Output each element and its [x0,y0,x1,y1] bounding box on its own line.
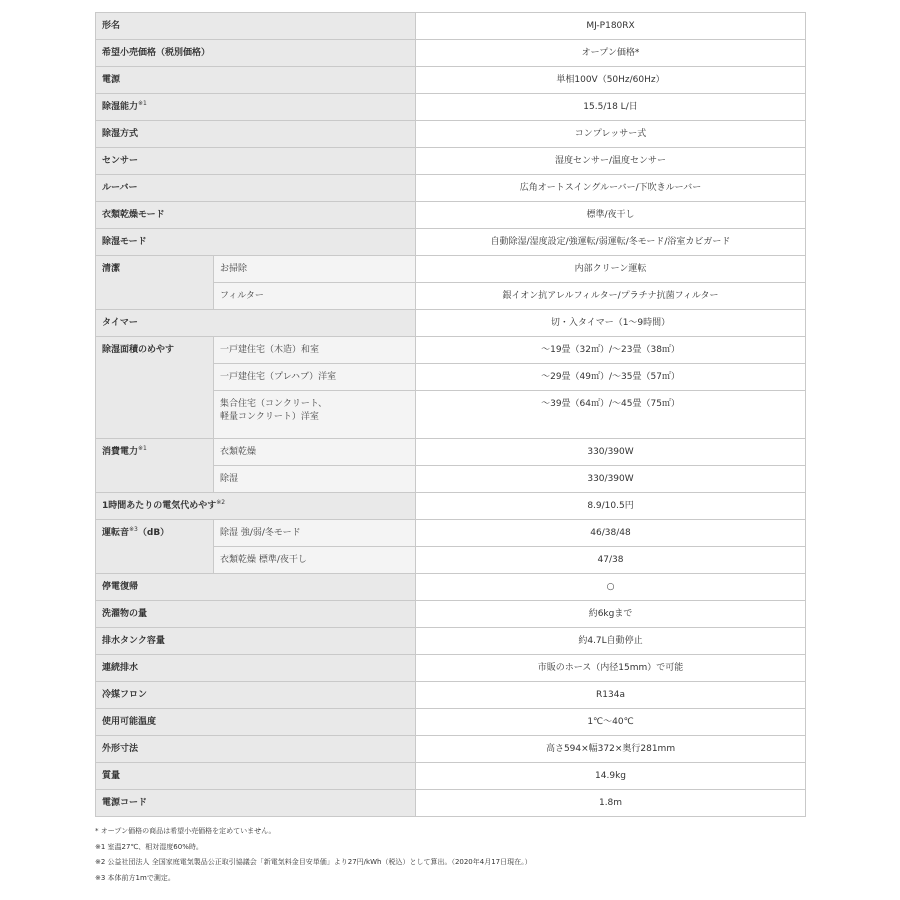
row-value: 単相100V（50Hz/60Hz） [416,67,806,94]
sub-label: 一戸建住宅（木造）和室 [214,337,416,364]
footnote-mark: ※2 [216,498,226,506]
sub-label: 除湿 強/弱/冬モード [214,520,416,547]
row-label: 1時間あたりの電気代めやす [102,500,217,511]
row-label: 質量 [96,763,416,790]
row-value: 約4.7L自動停止 [416,628,806,655]
row-value: オープン価格* [416,40,806,67]
table-row [96,574,806,601]
row-value: 自動除湿/湿度設定/強運転/弱運転/冬モード/浴室カビガード [416,229,806,256]
sub-label: フィルター [214,283,416,310]
table-row [96,94,806,121]
row-label: 形名 [96,13,416,40]
sub-label: お掃除 [214,256,416,283]
table-row [96,763,806,790]
row-label: 停電復帰 [96,574,416,601]
row-label: 消費電力 [102,447,139,457]
row-label: 除湿モード [96,229,416,256]
row-value: 高さ594×幅372×奥行281mm [416,736,806,763]
table-row [96,121,806,148]
table-row [96,709,806,736]
table-row [96,148,806,175]
sub-label: 一戸建住宅（プレハブ）洋室 [214,364,416,391]
row-label: 清潔 [96,256,214,310]
row-value: 47/38 [416,547,806,574]
row-value: 46/38/48 [416,520,806,547]
row-label: 電源コード [96,790,416,817]
row-value: 切・入タイマー（1〜9時間） [416,310,806,337]
table-row [96,736,806,763]
row-label: ルーバー [96,175,416,202]
row-value: 広角オートスイングルーバー/下吹きルーバー [416,175,806,202]
row-label: 希望小売価格（税別価格） [96,40,416,67]
row-value: 〜29畳（49㎡）/〜35畳（57㎡） [416,364,806,391]
row-label: 排水タンク容量 [96,628,416,655]
table-row [96,229,806,256]
row-value: 330/390W [416,466,806,493]
row-value: 約6kgまで [416,601,806,628]
table-row [96,790,806,817]
table-row [96,628,806,655]
sub-label-cell [214,391,416,439]
table-row [96,682,806,709]
footnote-mark: ※1 [138,99,147,107]
footnote: * オープン価格の商品は希望小売価格を定めていません。 [95,827,276,835]
row-value: コンプレッサー式 [416,121,806,148]
row-label: タイマー [96,310,416,337]
table-row [96,337,806,364]
table-row [96,202,806,229]
row-label-cell [96,94,416,121]
row-value: 8.9/10.5円 [416,493,806,520]
row-label: 運転音 [102,528,130,538]
row-value: 市販のホース（内径15mm）で可能 [416,655,806,682]
sub-label: 衣類乾燥 [214,439,416,466]
row-label: 外形寸法 [96,736,416,763]
footnote-mark: ※3 [129,526,138,533]
row-value: 銀イオン抗アレルフィルター/プラチナ抗菌フィルター [416,283,806,310]
row-label-cell [96,520,214,574]
table-row [96,13,806,40]
row-value: 〜19畳（32㎡）/〜23畳（38㎡） [416,337,806,364]
footnote: ※2 公益社団法人 全国家庭電気製品公正取引協議会「新電気料金目安単価」より27円/kWh（税込）として算出。（2020年4月17日現在。） [95,858,532,866]
row-label: 洗濯物の量 [96,601,416,628]
row-label: 冷媒フロン [96,682,416,709]
row-value: 湿度センサー/温度センサー [416,148,806,175]
row-label: 電源 [96,67,416,94]
table-row [96,67,806,94]
spec-table [95,12,806,817]
table-row [96,310,806,337]
footnote-mark: ※1 [138,445,147,452]
row-label: センサー [96,148,416,175]
row-unit: （dB） [137,528,170,538]
row-label: 使用可能温度 [96,709,416,736]
sub-label-line: 軽量コンクリート）洋室 [220,412,319,422]
footnote: ※3 本体前方1mで測定。 [95,873,175,882]
row-label-cell [96,493,416,520]
row-label: 除湿能力 [102,101,139,112]
row-label: 衣類乾燥モード [96,202,416,229]
row-value: 15.5/18 L/日 [416,94,806,121]
row-value: 1.8m [416,790,806,817]
row-label: 除湿面積のめやす [96,337,214,439]
table-row [96,175,806,202]
row-label: 除湿方式 [96,121,416,148]
row-value: 1℃〜40℃ [416,709,806,736]
sub-label-line: 集合住宅（コンクリート、 [220,399,328,409]
row-value: 14.9kg [416,763,806,790]
table-row [96,655,806,682]
table-row [96,601,806,628]
row-label: 連続排水 [96,655,416,682]
row-value: MJ-P180RX [416,13,806,40]
table-row [96,40,806,67]
table-row [96,520,806,547]
table-row [96,256,806,283]
table-row [96,493,806,520]
footnotes [95,824,815,886]
sub-label: 衣類乾燥 標準/夜干し [214,547,416,574]
row-value: 標準/夜干し [416,202,806,229]
row-label-cell [96,439,214,493]
row-value: 330/390W [416,439,806,466]
row-value: 〜39畳（64㎡）/〜45畳（75㎡） [416,391,806,439]
sub-label: 除湿 [214,466,416,493]
row-value: 内部クリーン運転 [416,256,806,283]
row-value: ○ [416,574,806,601]
footnote: ※1 室温27℃、相対湿度60%時。 [95,842,203,851]
row-value: R134a [416,682,806,709]
table-row [96,439,806,466]
